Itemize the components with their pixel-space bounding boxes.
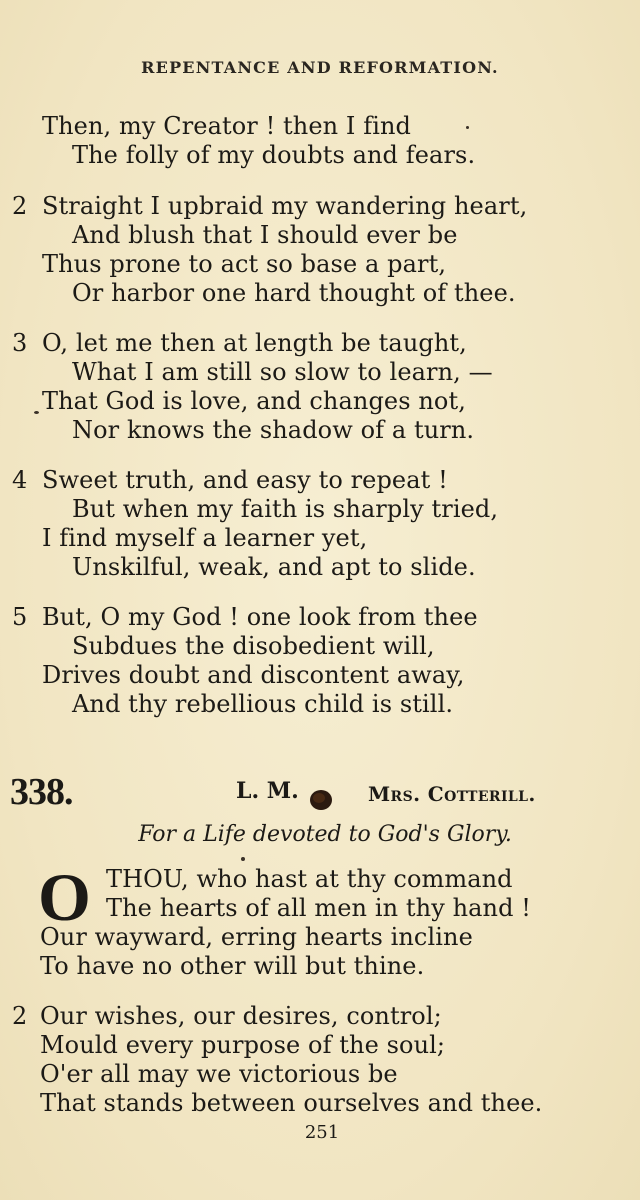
verse-line: Thus prone to act so base a part, bbox=[42, 250, 447, 278]
hymn-number: 338. bbox=[10, 771, 73, 813]
running-header: REPENTANCE AND REFORMATION. bbox=[141, 58, 499, 77]
verse-line: Sweet truth, and easy to repeat ! bbox=[42, 466, 448, 494]
verse-line: And blush that I should ever be bbox=[72, 221, 458, 249]
verse-line: Nor knows the shadow of a turn. bbox=[72, 416, 475, 444]
verse-line: Drives doubt and discontent away, bbox=[42, 661, 465, 689]
hymn-meter: L. M. bbox=[236, 778, 299, 804]
ink-blot-icon bbox=[308, 788, 334, 812]
verse-line: To have no other will but thine. bbox=[40, 952, 425, 980]
stanza-number: 2 bbox=[12, 192, 28, 220]
drop-cap: O bbox=[38, 859, 91, 935]
verse-line: Our wishes, our desires, control; bbox=[40, 1002, 442, 1030]
stanza-number: 4 bbox=[12, 466, 28, 494]
verse-line: O'er all may we victorious be bbox=[40, 1060, 398, 1088]
stanza-number: 3 bbox=[12, 329, 28, 357]
hymn-author: Mrs. Cotterill. bbox=[368, 782, 536, 806]
print-speck bbox=[34, 411, 39, 414]
verse-line: That stands between ourselves and thee. bbox=[40, 1089, 543, 1117]
print-speck bbox=[241, 857, 245, 861]
verse-line: But when my faith is sharply tried, bbox=[72, 495, 499, 523]
verse-line: Straight I upbraid my wandering heart, bbox=[42, 192, 528, 220]
verse-line: And thy rebellious child is still. bbox=[72, 690, 454, 718]
verse-line: Then, my Creator ! then I find bbox=[42, 112, 412, 140]
verse-line: What I am still so slow to learn, — bbox=[72, 358, 493, 386]
verse-line: Unskilful, weak, and apt to slide. bbox=[72, 553, 476, 581]
stanza-number: 5 bbox=[12, 603, 28, 631]
verse-line: Mould every purpose of the soul; bbox=[40, 1031, 446, 1059]
verse-line: The folly of my doubts and fears. bbox=[72, 141, 476, 169]
verse-line: THOU, who hast at thy command bbox=[106, 865, 513, 893]
verse-line: The hearts of all men in thy hand ! bbox=[106, 894, 532, 922]
verse-line: O, let me then at length be taught, bbox=[42, 329, 467, 357]
hymn-subtitle: For a Life devoted to God's Glory. bbox=[138, 822, 512, 847]
verse-line: Subdues the disobedient will, bbox=[72, 632, 435, 660]
verse-line: Our wayward, erring hearts incline bbox=[40, 923, 473, 951]
page-number: 251 bbox=[304, 1122, 340, 1143]
verse-line: But, O my God ! one look from thee bbox=[42, 603, 478, 631]
verse-line: I find myself a learner yet, bbox=[42, 524, 368, 552]
stanza-number: 2 bbox=[12, 1002, 28, 1030]
print-speck bbox=[466, 126, 469, 129]
verse-line: That God is love, and changes not, bbox=[42, 387, 466, 415]
verse-line: Or harbor one hard thought of thee. bbox=[72, 279, 516, 307]
